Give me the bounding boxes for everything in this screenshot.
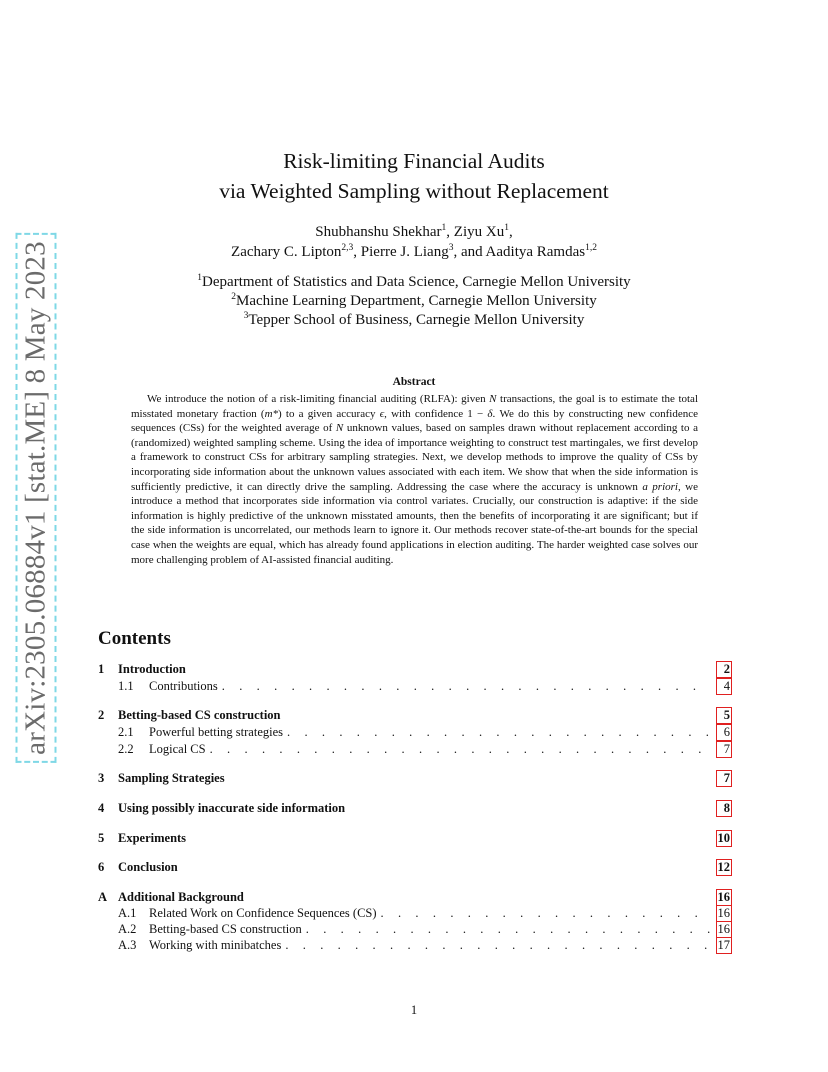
author-affil-marker: 1 bbox=[504, 223, 509, 233]
toc-entry-title[interactable]: Conclusion bbox=[118, 860, 178, 874]
emphasis-text: a priori bbox=[642, 480, 678, 493]
toc-entry-number: A.2 bbox=[118, 922, 137, 936]
abstract-text: We introduce the notion of a risk-limiting financial auditing (RLFA): given bbox=[147, 393, 490, 405]
toc-page-link[interactable]: 16 bbox=[717, 906, 730, 920]
toc-dot-leader bbox=[285, 938, 710, 953]
toc-page-link[interactable]: 7 bbox=[717, 742, 731, 757]
author-affil-marker: 1 bbox=[441, 223, 447, 233]
affiliation-text: Machine Learning Department, Carnegie Mellon University bbox=[236, 293, 597, 309]
abstract-text: ) to a given accuracy bbox=[278, 407, 380, 420]
toc-entry-title[interactable]: Betting-based CS construction bbox=[118, 708, 281, 722]
toc-entry[interactable] bbox=[98, 662, 731, 678]
affiliation-text: Department of Statistics and Data Science, Carnegie Mellon University bbox=[202, 274, 631, 290]
toc-entry[interactable] bbox=[98, 906, 731, 922]
toc-entry[interactable] bbox=[98, 801, 731, 817]
toc-entry-title[interactable]: Powerful betting strategies bbox=[149, 725, 283, 739]
paper-title bbox=[0, 146, 828, 206]
toc-entry[interactable] bbox=[98, 771, 731, 787]
abstract-body bbox=[131, 392, 698, 567]
toc-dot-leader bbox=[306, 922, 711, 937]
toc-entry-title[interactable]: Contributions bbox=[149, 679, 218, 693]
toc-entry-title[interactable]: Working with minibatches bbox=[149, 938, 282, 952]
affiliation-marker: 1 bbox=[197, 273, 203, 283]
toc-dot-leader bbox=[381, 906, 711, 921]
toc-entry[interactable] bbox=[98, 725, 731, 741]
math-symbol: m* bbox=[264, 407, 279, 420]
affiliation-line bbox=[0, 273, 828, 292]
toc-entry-title[interactable]: Sampling Strategies bbox=[118, 771, 225, 785]
toc-entry-title[interactable]: Experiments bbox=[118, 831, 187, 845]
toc-entry-number: 4 bbox=[98, 801, 105, 815]
toc-entry[interactable] bbox=[98, 679, 731, 695]
author-name: Zachary C. Lipton bbox=[231, 244, 342, 260]
title-line-2: via Weighted Sampling without Replacement bbox=[219, 179, 609, 203]
toc-entry[interactable] bbox=[98, 890, 731, 906]
toc-page-link[interactable]: 5 bbox=[717, 708, 731, 723]
abstract-text: transactions, the goal is to estimate the total misstated monetary fraction ( bbox=[131, 393, 698, 420]
author-name: Ziyu Xu bbox=[453, 224, 505, 240]
affiliation-list bbox=[0, 273, 828, 330]
arxiv-identifier-stamp[interactable]: arXiv:2305.06884v1 [stat.ME] 8 May 2023 bbox=[20, 237, 53, 759]
abstract-text: , we introduce a method that incorporates side information via control variates. Crucially, our construction is adaptive: if the side information is highly predictive of the unknown misstated amounts, then the benefits of incorporating it are significant; but if the side information is uncorrelated, our methods learn to ignore it. Our methods recover state-of-the-art bounds for the special case when the weights are equal, which has already found applications in election auditing. The harder weighted case solves our more challenging problem of AI-assisted financial auditing. bbox=[131, 480, 698, 566]
toc-entry[interactable] bbox=[98, 708, 731, 724]
toc-entry-number: 2 bbox=[98, 708, 105, 722]
author-name: Pierre J. Liang bbox=[360, 244, 449, 260]
toc-entry-number: 6 bbox=[98, 860, 105, 874]
math-symbol: N bbox=[335, 422, 344, 435]
toc-dot-leader bbox=[222, 679, 711, 694]
toc-entry-number: A bbox=[98, 890, 108, 904]
abstract-text: unknown values, based on samples drawn without replacement according to a (randomized) weighted sampling scheme. Using the idea of importance weighting to construct test martingales, we first develop a framework to construct CSs for arbitrary sampling strategies. Next, we develop methods to improve the quality of CSs by incorporating side information about the unknown values associated with each item. We show that when the side information is sufficiently predictive, it can directly drive the sampling. Addressing the case where the accuracy is unknown bbox=[131, 422, 698, 493]
toc-entry[interactable] bbox=[98, 922, 731, 938]
toc-entry-number: 2.2 bbox=[118, 742, 134, 756]
author-affil-marker: 2,3 bbox=[341, 243, 354, 253]
affiliation-line bbox=[0, 292, 828, 311]
toc-entry[interactable] bbox=[98, 831, 731, 847]
toc-page-link[interactable]: 7 bbox=[717, 771, 731, 786]
abstract-text: . We do this by constructing new confidence sequences (CSs) for the weighted average of bbox=[131, 407, 698, 435]
toc-entry-title[interactable]: Introduction bbox=[118, 662, 186, 676]
affiliation-marker: 2 bbox=[231, 292, 237, 302]
toc-page-link[interactable]: 16 bbox=[717, 890, 730, 904]
affiliation-line bbox=[0, 311, 828, 330]
math-symbol: δ bbox=[487, 407, 493, 420]
toc-page-link[interactable]: 8 bbox=[717, 801, 731, 816]
toc-page-link[interactable]: 16 bbox=[717, 922, 730, 936]
toc-entry-title[interactable]: Related Work on Confidence Sequences (CS) bbox=[149, 906, 377, 920]
page-number: 1 bbox=[410, 1003, 418, 1017]
author-line-1: Shubhanshu Shekhar$^1$, Ziyu Xu$^1$, bbox=[315, 223, 513, 240]
toc-entry-number: 5 bbox=[98, 831, 105, 845]
toc-page-link[interactable]: 6 bbox=[717, 725, 731, 740]
toc-page-link[interactable]: 10 bbox=[717, 831, 730, 845]
toc-entry-title[interactable]: Logical CS bbox=[149, 742, 206, 756]
toc-entry-number: A.3 bbox=[118, 938, 137, 952]
affiliation-text: Tepper School of Business, Carnegie Mellon University bbox=[248, 312, 585, 328]
toc-entry-title[interactable]: Additional Background bbox=[118, 890, 244, 904]
author-name: Shubhanshu Shekhar bbox=[315, 224, 442, 240]
author-affil-marker: 3 bbox=[448, 243, 454, 253]
author-name: Aaditya Ramdas bbox=[485, 244, 586, 260]
math-symbol: ϵ bbox=[379, 407, 385, 420]
toc-entry-number: 3 bbox=[98, 771, 105, 785]
author-affil-marker: 1,2 bbox=[585, 243, 597, 253]
toc-entry-title[interactable]: Using possibly inaccurate side information bbox=[118, 801, 346, 815]
toc-entry-number: 2.1 bbox=[118, 725, 134, 739]
toc-entry-number: A.1 bbox=[118, 906, 137, 920]
toc-entry[interactable] bbox=[98, 938, 731, 954]
toc-dot-leader bbox=[287, 725, 711, 740]
abstract-heading: Abstract bbox=[392, 376, 436, 388]
author-list bbox=[0, 222, 828, 262]
toc-entry-number: 1 bbox=[98, 662, 105, 676]
toc-page-link[interactable]: 4 bbox=[717, 679, 731, 694]
toc-page-link[interactable]: 17 bbox=[717, 938, 730, 952]
toc-page-link[interactable]: 2 bbox=[717, 662, 731, 677]
toc-entry[interactable] bbox=[98, 860, 731, 876]
toc-entry[interactable] bbox=[98, 742, 731, 758]
toc-page-link[interactable]: 12 bbox=[717, 860, 730, 874]
toc-entry-title[interactable]: Betting-based CS construction bbox=[149, 922, 302, 936]
toc-entry-number: 1.1 bbox=[118, 679, 134, 693]
abstract-text: , with confidence 1 − bbox=[384, 407, 488, 420]
title-line-1: Risk-limiting Financial Audits bbox=[283, 149, 545, 173]
toc-dot-leader bbox=[210, 742, 711, 757]
math-symbol: N bbox=[489, 393, 497, 405]
affiliation-marker: 3 bbox=[243, 311, 249, 321]
contents-heading: Contents bbox=[98, 628, 171, 649]
author-line-2: Zachary C. Lipton$^{2,3}$, Pierre J. Liang$^3$, and Aaditya Ramdas$^{1,2}$ bbox=[231, 243, 597, 260]
